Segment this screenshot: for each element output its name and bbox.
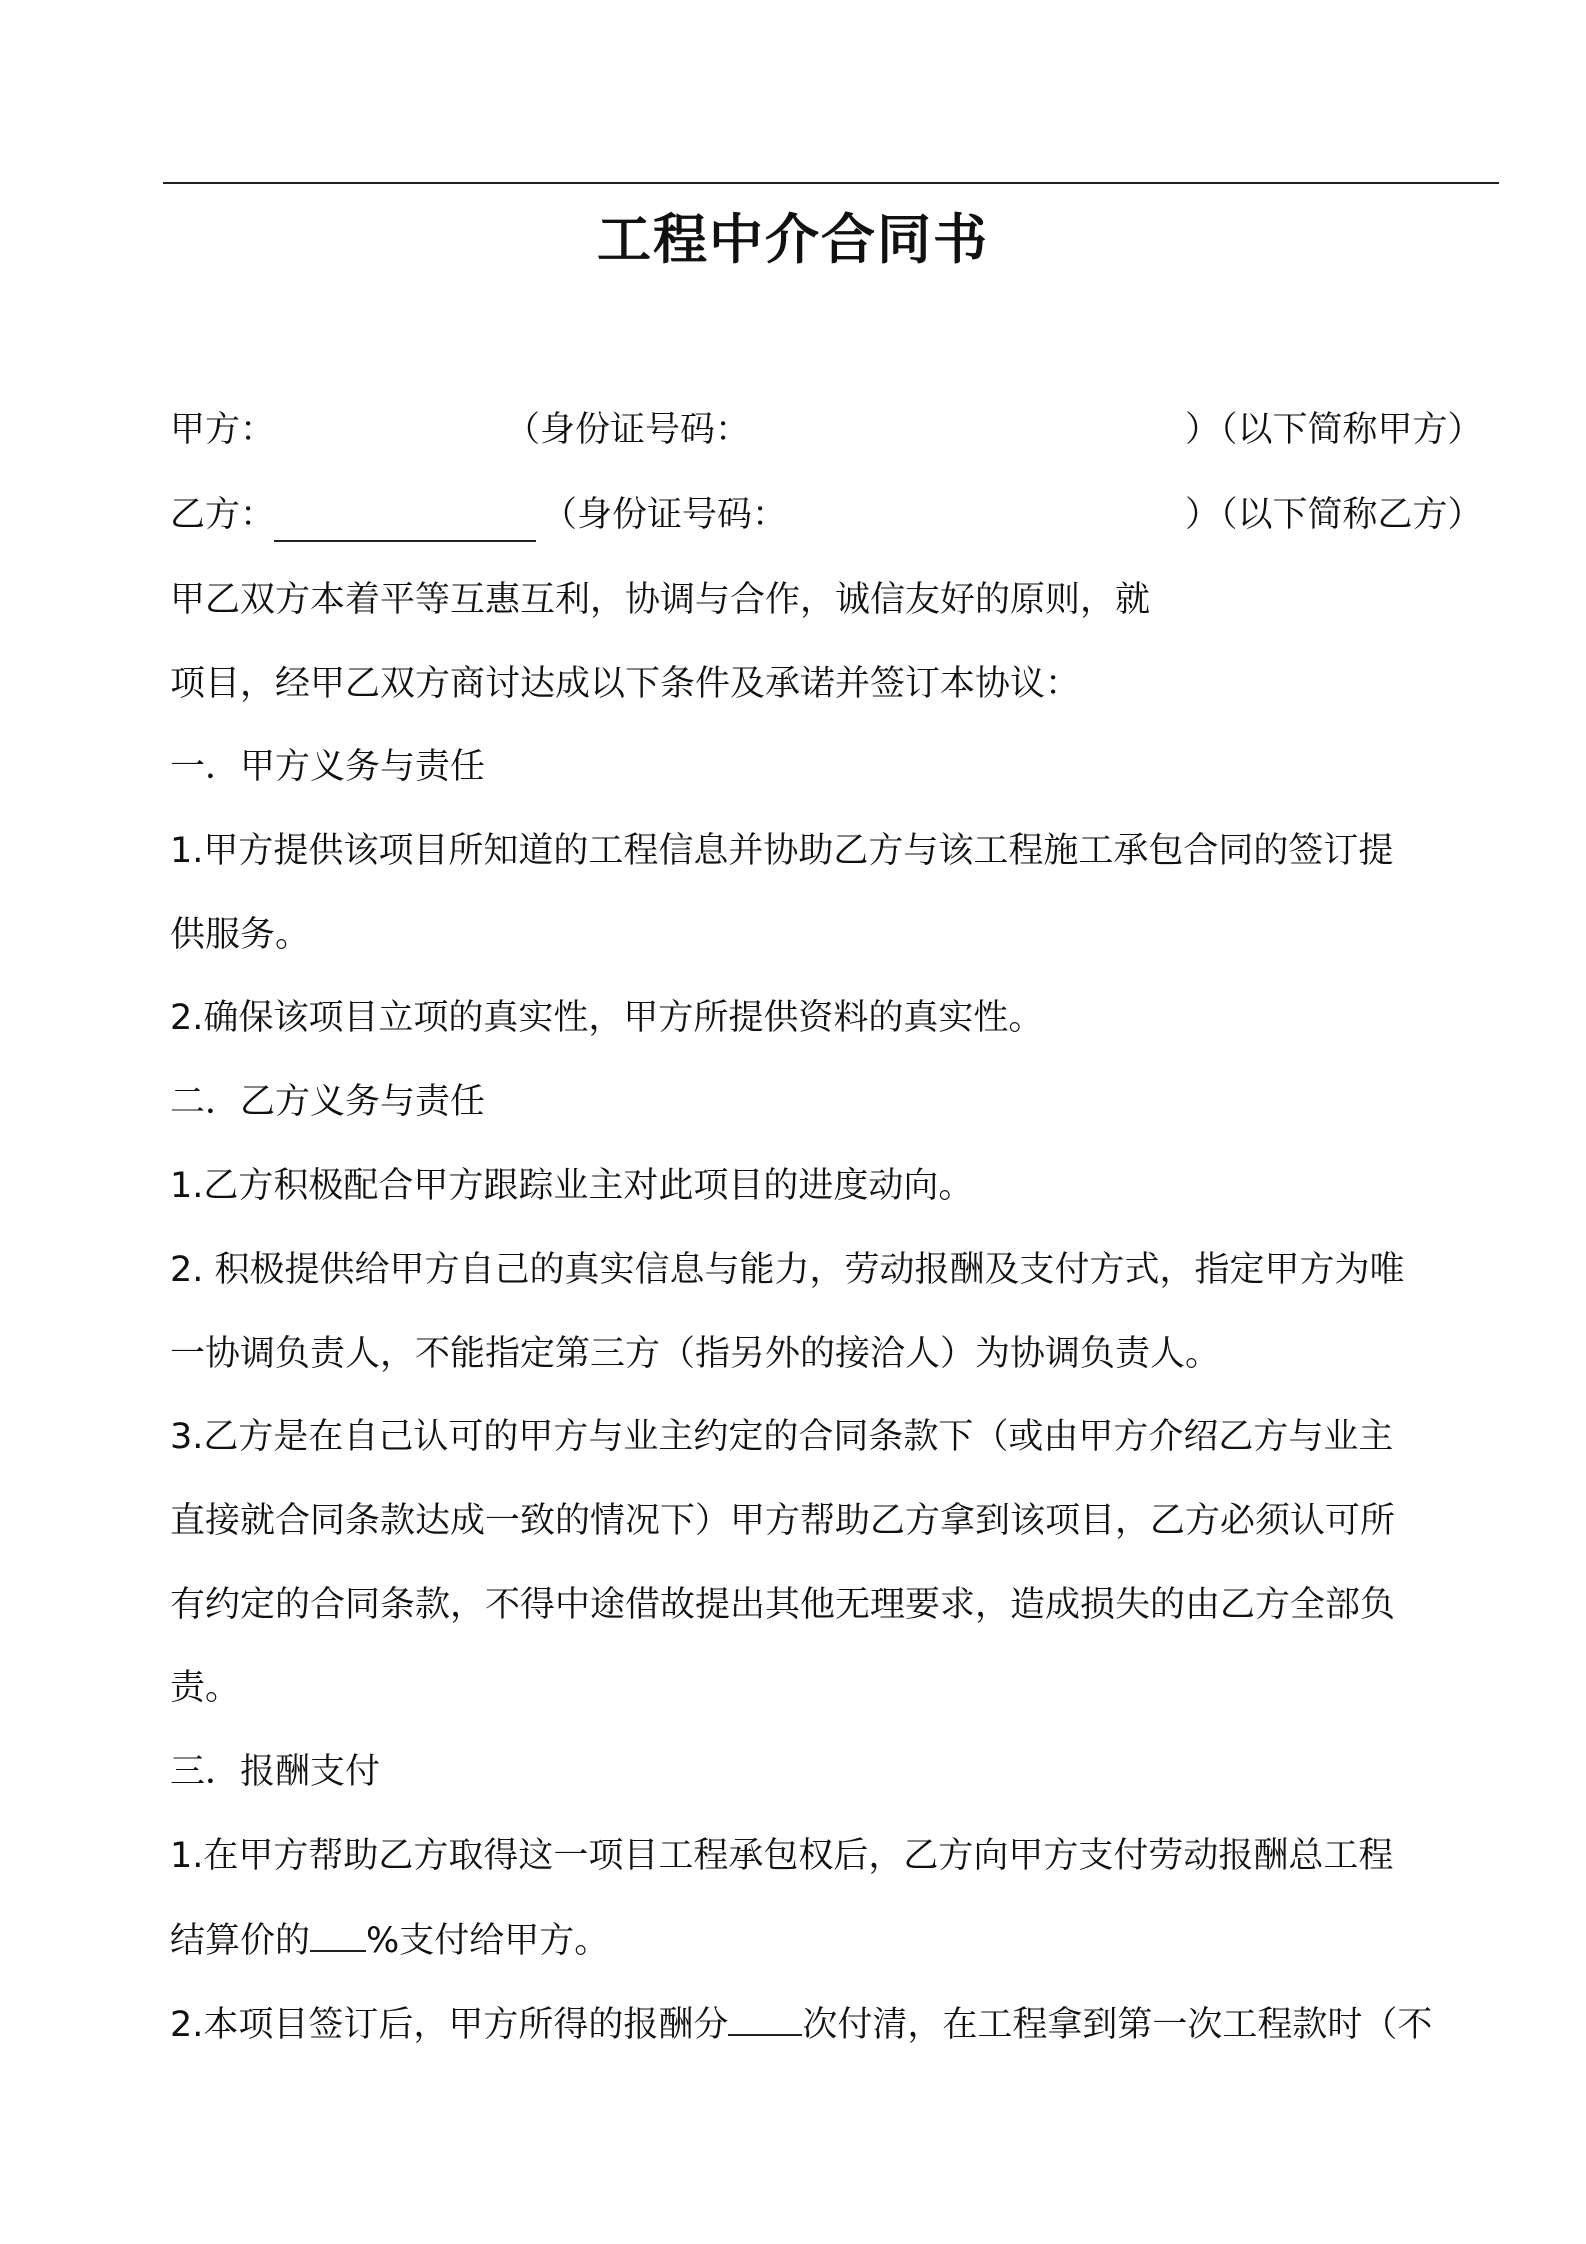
- percent-blank: [310, 1914, 366, 1952]
- section-2-line-5: 直接就合同条款达成一致的情况下）甲方帮助乙方拿到该项目，乙方必须认可所: [170, 1501, 1396, 1541]
- document-title: 工程中介合同书: [597, 208, 989, 271]
- party-b-label: 乙方：: [170, 495, 276, 535]
- section-3-heading: 三．报酬支付: [170, 1752, 381, 1792]
- intro-line-1: 甲乙双方本着平等互惠互利，协调与合作，诚信友好的原则，就: [170, 580, 1151, 620]
- intro-line-2: 项目，经甲乙双方商讨达成以下条件及承诺并签订本协议：: [170, 664, 1081, 704]
- section-2-heading: 二．乙方义务与责任: [170, 1082, 486, 1122]
- section-3-line-1: 1.在甲方帮助乙方取得这一项目工程承包权后，乙方向甲方支付劳动报酬总工程: [170, 1836, 1394, 1876]
- section-1-line-2: 供服务。: [170, 915, 311, 955]
- section-3-line-3-after: 次付清，在工程拿到第一次工程款时（不: [802, 2005, 1433, 2045]
- top-rule: [163, 182, 1499, 184]
- section-3-line-2-before: 结算价的: [170, 1921, 311, 1961]
- section-1-heading: 一．甲方义务与责任: [170, 747, 486, 787]
- section-2-line-3: 一协调负责人，不能指定第三方（指另外的接洽人）为协调负责人。: [170, 1334, 1221, 1374]
- installments-blank: [728, 1998, 802, 2036]
- party-b-name-blank: [274, 498, 536, 542]
- party-a-label: 甲方：: [170, 410, 276, 450]
- section-3-line-3: [170, 1998, 1432, 2050]
- section-1-line-3: 2.确保该项目立项的真实性，甲方所提供资料的真实性。: [170, 998, 1044, 1038]
- party-b-suffix: ）（以下简称乙方）: [1185, 495, 1483, 535]
- section-2-line-4: 3.乙方是在自己认可的甲方与业主约定的合同条款下（或由甲方介绍乙方与业主: [170, 1417, 1394, 1457]
- party-a-suffix: ）（以下简称甲方）: [1185, 410, 1483, 450]
- section-1-line-1: 1.甲方提供该项目所知道的工程信息并协助乙方与该工程施工承包合同的签订提: [170, 831, 1394, 871]
- section-3-line-2-after: %支付给甲方。: [366, 1921, 610, 1961]
- section-2-line-7: 责。: [170, 1668, 241, 1708]
- party-b-id-label: （身份证号码：: [542, 495, 788, 535]
- section-2-line-1: 1.乙方积极配合甲方跟踪业主对此项目的进度动向。: [170, 1166, 974, 1206]
- section-2-line-2: 2. 积极提供给甲方自己的真实信息与能力，劳动报酬及支付方式，指定甲方为唯: [170, 1250, 1405, 1290]
- section-3-line-2: [170, 1914, 609, 1966]
- section-2-line-6: 有约定的合同条款，不得中途借故提出其他无理要求，造成损失的由乙方全部负: [170, 1585, 1396, 1625]
- party-a-id-label: （身份证号码：: [505, 410, 751, 450]
- section-3-line-3-before: 2.本项目签订后，甲方所得的报酬分: [170, 2005, 729, 2045]
